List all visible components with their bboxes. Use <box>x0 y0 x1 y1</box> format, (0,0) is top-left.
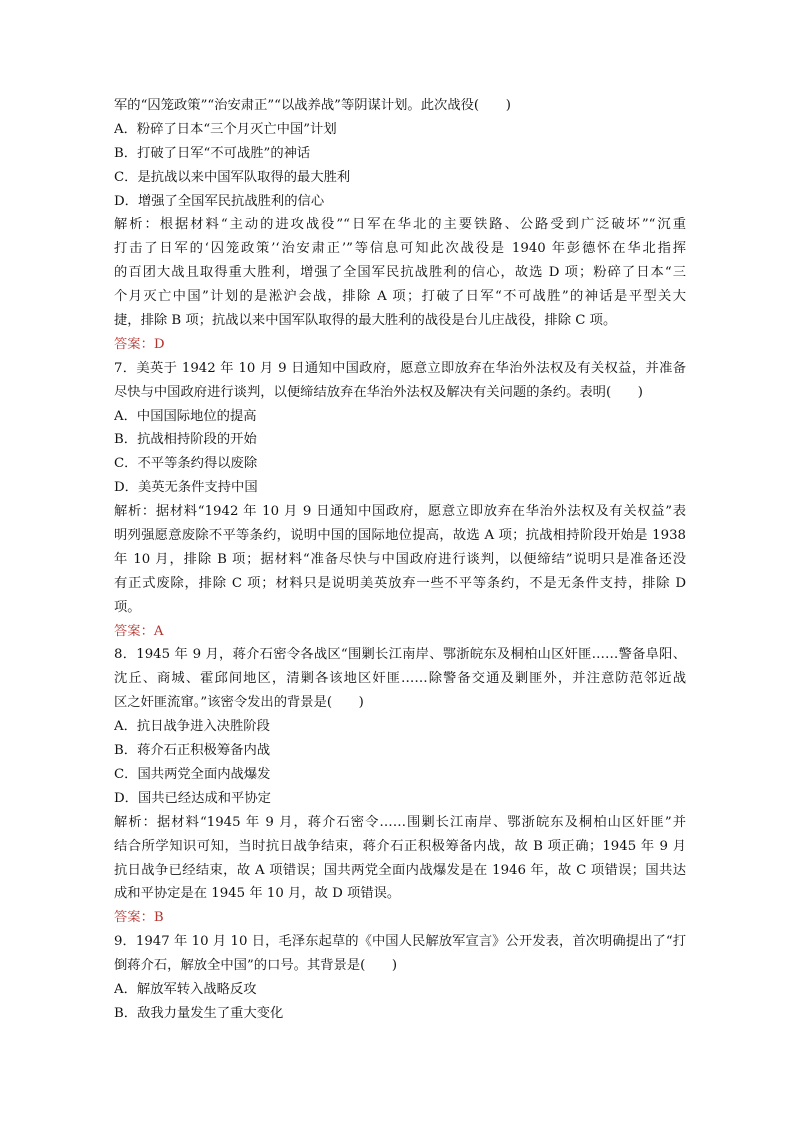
option-b: B．敌我力量发生了重大变化 <box>114 1005 284 1021</box>
analysis-line: 抗日战争已经结束，故 A 项错误；国共两党全面内战爆发是在 1946 年，故 C 项错误；国共达 <box>114 862 686 878</box>
analysis-line: 项。 <box>114 599 141 615</box>
option-b: B．蒋介石正积极筹备内战 <box>114 743 271 759</box>
analysis-line: 解析：据材料“1942 年 10 月 9 日通知中国政府，愿意立即放弃在华治外法权及有关权益”表 <box>114 504 686 520</box>
option-c: C．是抗战以来中国军队取得的最大胜利 <box>114 169 351 185</box>
answer-line: 答案：A <box>114 623 164 639</box>
analysis-line: 有正式废除，排除 C 项；材料只是说明美英放弃一些不平等条约，不是无条件支持，排除 D <box>114 575 686 591</box>
option-c: C．国共两党全面内战爆发 <box>114 766 271 782</box>
document-page <box>114 94 686 1026</box>
analysis-line: 成和平协定是在 1945 年 10 月，故 D 项错误。 <box>114 886 401 902</box>
option-b: B．抗战相持阶段的开始 <box>114 432 257 448</box>
analysis-line: 解析：据材料“1945 年 9 月，蒋介石密令……围剿长江南岸、鄂浙皖东及桐柏山区奸匪”并 <box>114 814 686 830</box>
analysis-line: 解析：根据材料“主动的进攻战役”“日军在华北的主要铁路、公路受到广泛破坏”“沉重 <box>114 217 686 233</box>
option-d: D．国共已经达成和平协定 <box>114 790 271 806</box>
option-a: A．抗日战争进入决胜阶段 <box>114 719 270 735</box>
answer-line: 答案：B <box>114 910 164 926</box>
analysis-line: 年 10 月，排除 B 项；据材料“准备尽快与中国政府进行谈判，以便缔结”说明只是准备还没 <box>114 551 686 567</box>
analysis-line: 打击了日军的‘囚笼政策’‘治安肃正’”等信息可知此次战役是 1940 年彭德怀在华北指挥 <box>114 241 686 257</box>
option-a: A．中国国际地位的提高 <box>114 408 257 424</box>
analysis-line: 明列强愿意废除不平等条约，说明中国的国际地位提高，故选 A 项；抗战相持阶段开始是 1938 <box>114 528 686 544</box>
answer-line: 答案：D <box>114 336 165 352</box>
question-7-stem: 7．美英于 1942 年 10 月 9 日通知中国政府，愿意立即放弃在华治外法权及有关权益，并准备 <box>114 360 686 376</box>
question-9-stem: 9．1947 年 10 月 10 日，毛泽东起草的《中国人民解放军宣言》公开发表，首次明确提出了“打 <box>114 934 686 950</box>
analysis-line: 的百团大战且取得重大胜利，增强了全国军民抗战胜利的信心，故选 D 项；粉碎了日本“三 <box>114 265 686 281</box>
option-b: B．打破了日军“不可战胜”的神话 <box>114 145 311 161</box>
analysis-line: 个月灭亡中国”计划的是淞沪会战，排除 A 项；打破了日军“不可战胜”的神话是平型关大 <box>114 289 686 305</box>
question-7-stem: 尽快与中国政府进行谈判，以便缔结放弃在华治外法权及解决有关问题的条约。表明( ) <box>114 384 643 400</box>
question-stem-line: 军的“囚笼政策”“治安肃正”“以战养战”等阴谋计划。此次战役( ) <box>114 98 511 113</box>
question-8-stem: 区之奸匪流窜。”该密令发出的背景是( ) <box>114 695 364 711</box>
question-8-stem: 8．1945 年 9 月，蒋介石密令各战区“围剿长江南岸、鄂浙皖东及桐柏山区奸匪……警备阜阳、 <box>114 647 686 663</box>
option-a: A．解放军转入战略反攻 <box>114 981 257 997</box>
option-d: D．增强了全国军民抗战胜利的信心 <box>114 193 325 209</box>
question-8-stem: 沈丘、商城、霍邱间地区，清剿各该地区奸匪……除警备交通及剿匪外，并注意防范邻近战 <box>114 671 686 687</box>
analysis-line: 捷，排除 B 项；抗战以来中国军队取得的最大胜利的战役是台儿庄战役，排除 C 项。 <box>114 313 617 329</box>
question-9-stem: 倒蒋介石，解放全中国”的口号。其背景是( ) <box>114 958 398 974</box>
analysis-line: 结合所学知识可知，当时抗日战争结束，蒋介石正积极筹备内战，故 B 项正确；1945 年 9 月 <box>114 838 686 854</box>
option-c: C．不平等条约得以废除 <box>114 456 258 472</box>
option-a: A．粉碎了日本“三个月灭亡中国”计划 <box>114 121 337 137</box>
option-d: D．美英无条件支持中国 <box>114 480 258 496</box>
